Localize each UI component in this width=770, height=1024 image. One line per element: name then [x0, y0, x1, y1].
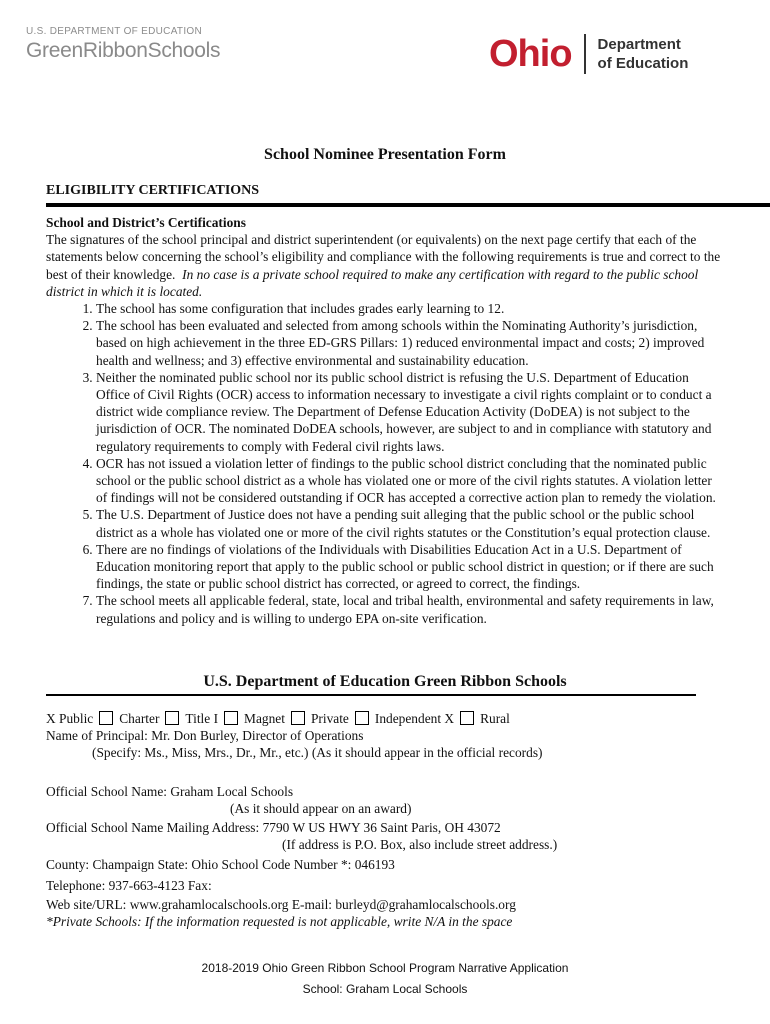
- page-header: [0, 0, 770, 110]
- magnet-label: Magnet: [244, 711, 285, 726]
- private-schools-note: *Private Schools: If the information requested is not applicable, write N/A in the space: [46, 914, 513, 929]
- charter-label: Charter: [119, 711, 160, 726]
- rural-label: Rural: [480, 711, 510, 726]
- intro-text: The signatures of the school principal and district superintendent (or equivalents) on the next page certify that each of the statements below concerning the school’s eligibility and compliance with the following requirements is true and correct to the best of their knowledge.: [46, 232, 721, 282]
- mailing-address-hint: (If address is P.O. Box, also include street address.): [282, 837, 558, 852]
- certifications-intro: [46, 231, 726, 300]
- page-title: School Nominee Presentation Form: [264, 146, 506, 163]
- principal-hint: (Specify: Ms., Miss, Mrs., Dr., Mr., etc.) (As it should appear in the official records): [92, 745, 543, 760]
- grs-logo-name: GreenRibbonSchools: [26, 39, 221, 62]
- school-name-hint: (As it should appear on an award): [230, 801, 412, 816]
- county-field: County: Champaign State: Ohio School Code Number *: 046193: [46, 857, 395, 872]
- heading-rule: [46, 203, 770, 207]
- title1-label: Title I: [185, 711, 219, 726]
- grs-logo-top: U.S. DEPARTMENT OF EDUCATION: [26, 26, 203, 37]
- title1-checkbox[interactable]: [165, 711, 179, 725]
- section-title: U.S. Department of Education Green Ribbon Schools: [203, 673, 567, 690]
- list-item: 6. There are no findings of violations of the Individuals with Disabilities Education Act in a U.S. Department of Education monitoring report that apply to the public school or public school district in question; or if there are such findings, the state or public school district has corrected, or agreed to correct, the findings.: [96, 541, 726, 593]
- certifications-subhead: School and District’s Certifications: [46, 215, 246, 230]
- ohio-dept-line1: Department: [597, 36, 681, 53]
- green-ribbon-schools-logo: [26, 26, 220, 63]
- telephone-field: Telephone: 937-663-4123 Fax:: [46, 878, 212, 893]
- list-item: 3. Neither the nominated public school nor its public school district is refusing the U.S. Department of Education Office of Civil Rights (OCR) access to information necessary to investigate a civil rights complaint or to conduct a district wide compliance review. The Department of Defense Education Activity (DoDEA) is not subject to the jurisdiction of OCR. The nominated DoDEA schools, however, are subject to and in compliance with statutory and regulatory requirements to comply with Federal civil rights laws.: [96, 369, 726, 455]
- certification-list: [46, 300, 726, 627]
- independent-checkbox[interactable]: [355, 711, 369, 725]
- school-name-field: Official School Name: Graham Local Schools: [46, 784, 294, 799]
- mailing-address-field: Official School Name Mailing Address: 7790 W US HWY 36 Saint Paris, OH 43072: [46, 820, 501, 835]
- private-checkbox[interactable]: [291, 711, 305, 725]
- private-label: Private: [310, 711, 349, 726]
- list-item: 1. The school has some configuration that includes grades early learning to 12.: [96, 300, 726, 317]
- list-item: 2. The school has been evaluated and selected from among schools within the Nominating Authority’s jurisdiction, based on high achievement in the three ED-GRS Pillars: 1) reduced environmental impact and costs; 2) improved health and wellness; and 3) effective environmental and sustainability education.: [96, 317, 726, 369]
- public-label: X Public: [46, 711, 94, 726]
- ohio-logo-word: Ohio: [489, 33, 572, 75]
- principal-field: Name of Principal: Mr. Don Burley, Director of Operations: [46, 728, 364, 743]
- section-rule: [46, 694, 696, 696]
- school-type-row: [46, 711, 510, 727]
- eligibility-heading: ELIGIBILITY CERTIFICATIONS: [46, 183, 260, 198]
- rural-checkbox[interactable]: [460, 711, 474, 725]
- footer-line2: School: Graham Local Schools: [302, 982, 468, 996]
- list-item: 5. The U.S. Department of Justice does not have a pending suit alleging that the public school or the public school district as a whole has violated one or more of the civil rights statutes or the Constitution’s equal protection clause.: [96, 506, 726, 540]
- website-email-field: Web site/URL: www.grahamlocalschools.org E-mail: burleyd@grahamlocalschools.org: [46, 897, 516, 912]
- logo-divider: [584, 34, 586, 74]
- ohio-dept-label: [598, 35, 689, 73]
- intro-italic: In no case is a private school required to make any certification with regard to the public school district in which it is located.: [46, 266, 699, 299]
- certifications-section: [46, 214, 726, 627]
- magnet-checkbox[interactable]: [224, 711, 238, 725]
- independent-label: Independent X: [374, 711, 455, 726]
- ohio-education-logo: [489, 34, 688, 74]
- footer-line1: 2018-2019 Ohio Green Ribbon School Program Narrative Application: [201, 961, 569, 975]
- list-item: 7. The school meets all applicable federal, state, local and tribal health, environmental and safety requirements in law, regulations and policy and is willing to undergo EPA on-site verification.: [96, 592, 726, 626]
- charter-checkbox[interactable]: [99, 711, 113, 725]
- list-item: 4. OCR has not issued a violation letter of findings to the public school district concluding that the nominated public school or the public school district as a whole has violated one or more of the civil rights statutes. A violation letter of findings will not be considered outstanding if OCR has accepted a corrective action plan to remedy the violation.: [96, 455, 726, 507]
- ohio-dept-line2: of Education: [597, 55, 689, 72]
